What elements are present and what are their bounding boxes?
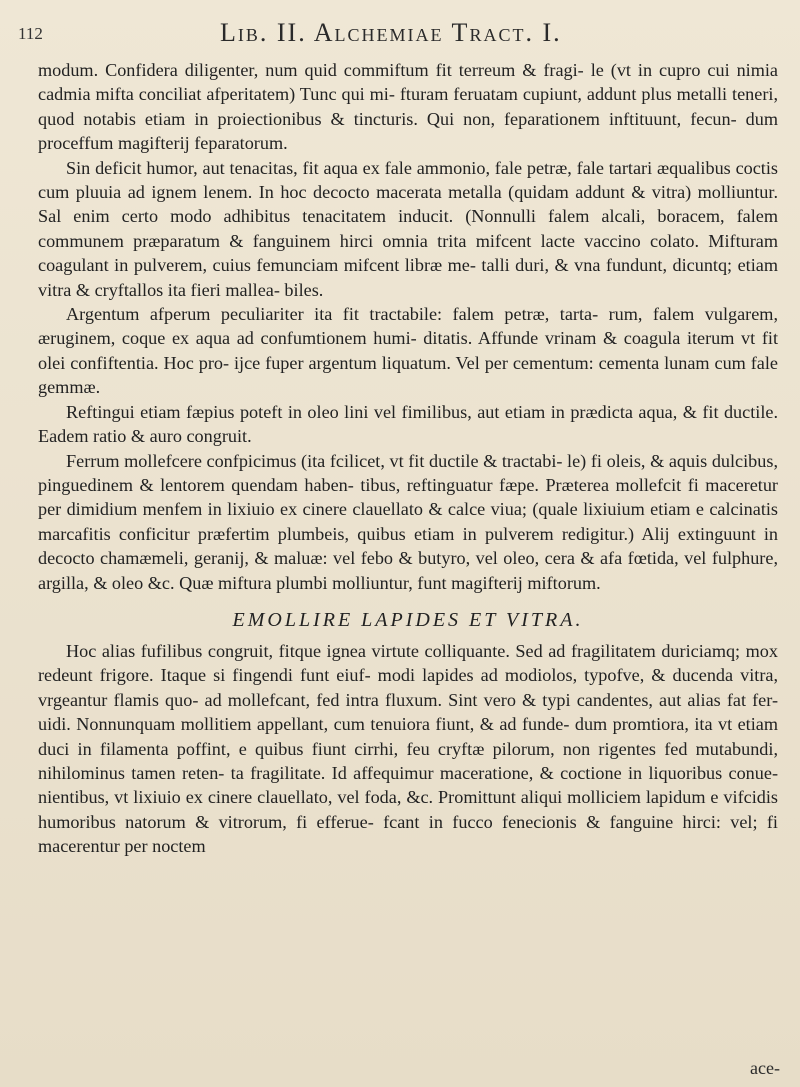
paragraph: Ferrum mollefcere confpicimus (ita fcilicet, vt fit ductile & tractabi- le) fi oleis, & aquis dulcibus, pinguedinem & lentorem quendam haben- tibus, reftinguatur fæpe. Præterea mollefcit fi maceretur per dimidium menfem in lixiuio ex cinere clauellato & calce viua; (quale lixiuium etiam e calcinatis marcafitis conficitur præfertim plumbeis, quibus etiam in pulverem redigitur.) Alij extinguunt in decocto chamæmeli, geranij, & maluæ: vel febo & butyro, vel oleo, cera & afa fœtida, vel fulphure, argilla, & oleo &c. Quæ miftura plumbi molliuntur, funt magifterij miftorum.: [38, 450, 778, 593]
paragraph: Reftingui etiam fæpius poteft in oleo lini vel fimilibus, aut etiam in prædicta aqua, & fit ductile. Eadem ratio & auro congruit.: [38, 401, 778, 447]
running-head: Lib. II. Alchemiae Tract. I.: [220, 18, 562, 47]
paragraph: Hoc alias fufilibus congruit, fitque ignea virtute colliquante. Sed ad fragilitatem duriciamq; mox redeunt frigore. Itaque si fingendi funt eiuf- modi lapides ad modiolos, typofve, & ducenda vitra, vrgeantur flamis quo- ad mollefcant, fed intra fluxum. Sint vero & typi candentes, aut alias fat fer- uidi. Nonnunquam mollitiem appellant, cum tenuiora fiunt, & ad funde- dum promtiora, ita vt etiam duci in filamenta poffint, e quibus fiunt cirrhi, feu cryftæ pilorum, non rigentes fed mutabundi, nihilominus tamen reten- ta fragilitate. Id affequimur maceratione, & coctione in liquoribus conue- nientibus, vt lixiuio ex cinere clauellato, vel foda, &c. Promittunt aliqui molliciem lapidum e vifcidis humoribus natorum & vitrorum, fi efferue- fcant in fucco fenecionis & fanguine hirci: vel; fi macerentur per noctem: [38, 640, 778, 857]
page-number: 112: [18, 24, 43, 43]
body-text: [38, 58, 778, 859]
catchword: ace-: [750, 1058, 780, 1078]
paragraph: Sin deficit humor, aut tenacitas, fit aqua ex fale ammonio, fale petræ, fale tartari æqualibus coctis cum pluuia ad ignem lenem. In hoc decocto macerata metalla (quidam addunt & vitra) molliuntur. Sal enim certo modo adhibitus tenacitatem inducit. (Nonnulli falem alcali, boracem, falem communem præparatum & fanguinem hirci omnia trita mifcent lacte vaccino colato. Mifturam coagulant in pulverem, cuius femunciam mifcent libræ me- talli duri, & vna fundunt, dicuntq; etiam vitra & cryftallos ita fieri mallea- biles.: [38, 157, 778, 300]
page-header: [0, 10, 800, 50]
paragraph: modum. Confidera diligenter, num quid commiftum fit terreum & fragi- le (vt in cupro cui nimia cadmia mifta conciliat afperitatem) Tunc qui mi- fturam feruatam cupiunt, addunt plus metalli teneri, quod notabis etiam in proiectionibus & tincturis. Qui non, feparationem inftituunt, fecun- dum proceffum magifterij feparatorum.: [38, 60, 778, 154]
section-title: EMOLLIRE LAPIDES ET VITRA.: [232, 608, 584, 631]
paragraph: Argentum afperum peculiariter ita fit tractabile: falem petræ, tarta- rum, falem vulgarem, æruginem, coque ex aqua ad confumtionem humi- ditatis. Affunde vrinam & coagula iterum vt fit olei confiftentia. Hoc pro- ijce fuper argentum liquatum. Vel per cementum: cementa lunam cum fale gemmæ.: [38, 304, 778, 398]
